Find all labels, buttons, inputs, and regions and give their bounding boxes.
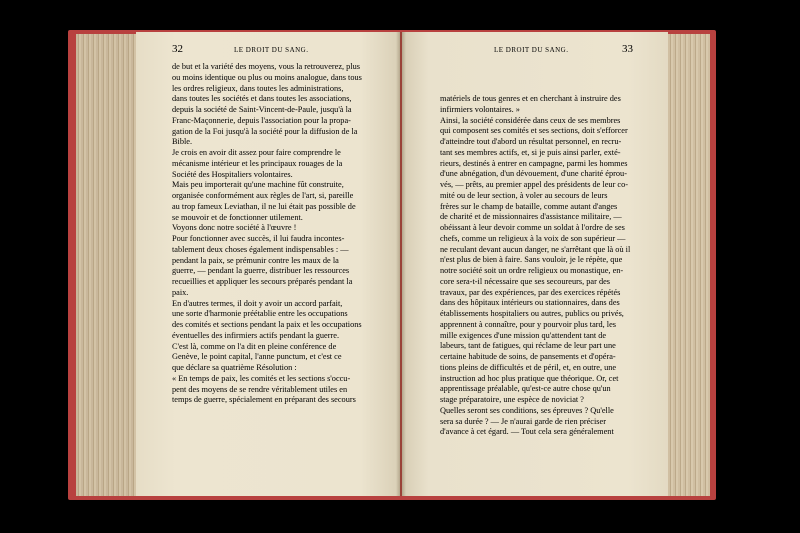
text-line: vés, — prêts, au premier appel des présidents de leur co-	[440, 180, 628, 189]
text-line: certaine habitude de soins, de pansements et d'opéra-	[440, 352, 616, 361]
text-line: chefs, comme un religieux à la voix de son supérieur —	[440, 233, 626, 243]
text-line: guerre, — pendant la guerre, distribuer les ressources	[172, 266, 350, 276]
text-line: éventuelles des infirmiers actifs pendant la guerre.	[172, 330, 340, 340]
text-line: recueillies et appliquer les secours préparés pendant la	[172, 277, 353, 286]
text-line: Quelles seront ses conditions, ses épreuves ? Qu'elle	[440, 405, 614, 415]
left-page-text	[172, 62, 371, 406]
text-line: « En temps de paix, les comités et les sections s'occu-	[172, 373, 351, 383]
text-line: d'une abnégation, d'un dévouement, d'une charité éprou-	[440, 169, 627, 179]
text-line: apprentissage préalable, qu'est-ce autre chose qu'un	[440, 384, 611, 394]
text-line: n'est plus de bien à faire. Sans vouloir, je le répète, que	[440, 255, 623, 265]
text-line: depuis la société de Saint-Vincent-de-Paule, jusqu'à la	[172, 105, 352, 114]
text-line: se mouvoir et de fonctionner utilement.	[172, 212, 303, 222]
text-line: sera sa durée ? — Je n'aurai garde de rien préciser	[440, 416, 606, 426]
text-line: instruction ad hoc plus pratique que théorique. Or, cet	[440, 373, 619, 383]
text-line: mité ou de leur section, à voler au secours de leurs	[440, 190, 608, 200]
text-line: au trop fameux Leviathan, il ne lui était pas possible de	[172, 201, 356, 211]
text-line: pendant la paix, se prémunir contre les maux de la	[172, 255, 339, 265]
text-line: que déclare sa quatrième Résolution :	[172, 363, 297, 372]
page-edges-left	[76, 34, 138, 496]
text-line: frères sur le champ de bataille, comme autant d'anges	[440, 201, 618, 211]
text-line: Genève, le point capital, l'anne punctum, et c'est ce	[172, 352, 342, 362]
text-line: de but et la variété des moyens, vous la retrouverez, plus	[172, 62, 361, 71]
text-line: labeurs, tant de fatigues, qui réclame de leur part une	[440, 341, 616, 351]
text-line: Mais peu importerait qu'une machine fût construite,	[172, 180, 344, 190]
text-line: En d'autres termes, il doit y avoir un accord parfait,	[172, 298, 343, 308]
text-line: ne reculant devant aucun danger, ne s'arrêtant que là où il	[440, 244, 631, 254]
text-line: Société des Hospitaliers volontaires.	[172, 169, 293, 179]
text-line: Bible.	[172, 137, 193, 147]
text-line: paix.	[172, 287, 189, 297]
text-line: d'avance à cet égard. — Tout cela sera généralement	[440, 427, 614, 437]
text-line: dans toutes les sociétés et dans toutes les associations,	[172, 94, 352, 104]
right-page-text	[440, 94, 632, 438]
text-line: pent des moyens de se rendre véritablement utiles en	[172, 384, 348, 394]
text-line: temps de guerre, spécialement en préparant des secours	[172, 395, 356, 405]
text-line: C'est là, comme on l'a dit en pleine conférence de	[172, 341, 337, 351]
text-line: apprennent à connaître, pour y pourvoir plus tard, les	[440, 319, 617, 329]
text-line: de charité et de missionnaires d'assistance militaire, —	[440, 212, 622, 222]
page-edges-right	[668, 34, 710, 496]
text-line: d'atteindre tout d'abord un résultat personnel, en recru-	[440, 137, 622, 146]
text-line: obéissant à leur devoir comme un soldat à l'ordre de ses	[440, 223, 625, 232]
book-gutter	[396, 32, 406, 496]
text-line: core sera-t-il nécessaire que ses secoureurs, par des	[440, 276, 611, 286]
text-line: les ordres religieux, dans toutes les administrations,	[172, 83, 344, 93]
text-line: tablement deux choses également indispensables : —	[172, 244, 349, 254]
text-line: une sorte d'harmonie préétablie entre les occupations	[172, 309, 348, 319]
text-line: ou moins identique ou plus ou moins analogue, dans tous	[172, 72, 362, 82]
text-line: travaux, par des expériences, par des exercices répétés	[440, 287, 621, 297]
text-line: rieurs, destinés à entrer en campagne, parmi les hommes	[440, 158, 628, 168]
text-line: qui composent ses comités et ses sections, doit s'efforcer	[440, 126, 628, 136]
text-line: Ainsi, la société considérée dans ceux de ses membres	[440, 115, 621, 125]
text-line: stage préparatoire, une espèce de noviciat ?	[440, 395, 584, 404]
text-line: tant ses membres actifs, et, si je puis ainsi parler, exté-	[440, 147, 621, 157]
text-line: organisée conformément aux règles de l'art, si, pareille	[172, 191, 354, 200]
left-page-number: 32	[172, 43, 183, 55]
text-line: établissements hospitaliers ou autres, publics ou privés,	[440, 309, 624, 318]
right-running-head: LE DROIT DU SANG.	[494, 46, 569, 54]
text-line: tions pleins de difficultés et de péril, et, en outre, une	[440, 362, 617, 372]
text-line: dans des hôpitaux intérieurs ou stationnaires, dans des	[440, 298, 620, 308]
text-line: Pour fonctionner avec succès, il lui faudra incontes-	[172, 234, 345, 243]
text-line: mécanisme intérieur et les principaux rouages de la	[172, 158, 343, 168]
text-line: matériels de tous genres et en cherchant à instruire des	[440, 94, 621, 103]
text-line: infirmiers volontaires. »	[440, 104, 520, 114]
text-line: des comités et sections pendant la paix et les occupations	[172, 320, 362, 329]
text-line: Franc-Maçonnerie, depuis l'association pour la propa-	[172, 115, 351, 125]
text-line: Je crois en avoir dit assez pour faire comprendre le	[172, 148, 341, 157]
text-line: Voyons donc notre société à l'œuvre !	[172, 223, 297, 233]
text-line: notre société soit un ordre religieux ou monastique, en-	[440, 266, 624, 275]
text-line: mille exigences d'une mission qu'attendent tant de	[440, 330, 607, 340]
text-line: gation de la Foi jusqu'à la société pour la diffusion de la	[172, 126, 358, 136]
left-running-head: LE DROIT DU SANG.	[234, 46, 309, 54]
right-page-number: 33	[622, 43, 633, 55]
